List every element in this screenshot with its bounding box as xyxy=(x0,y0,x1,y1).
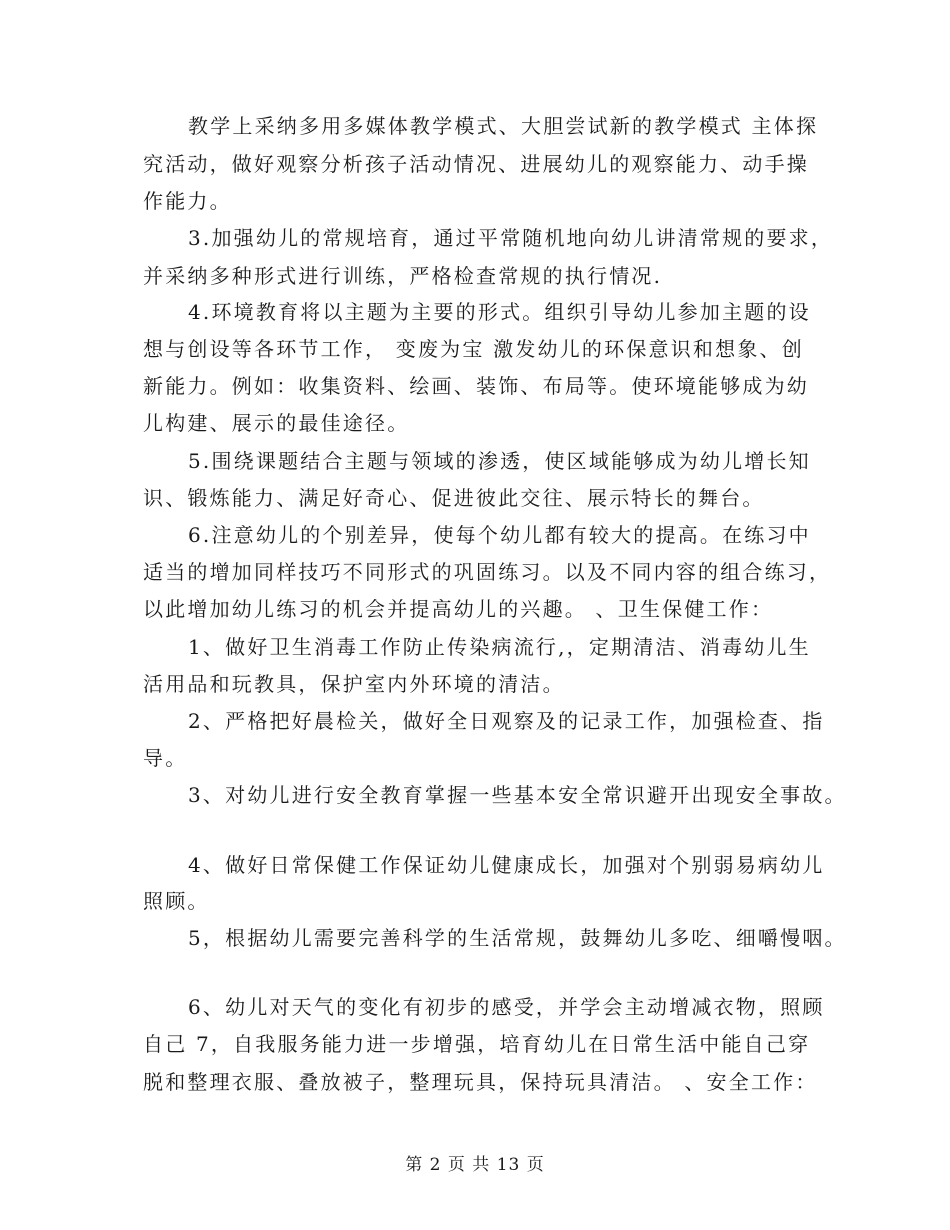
text-line: 识、锻炼能力、满足好奇心、促进彼此交往、展示特长的舞台。 xyxy=(143,486,765,510)
text-line: 活用品和玩教具，保护室内外环境的清洁。 xyxy=(143,672,565,696)
text-line: 4、做好日常保健工作保证幼儿健康成长，加强对个别弱易病幼儿 xyxy=(188,853,825,877)
text-line: 新能力。例如：收集资料、绘画、装饰、布局等。使环境能够成为幼 xyxy=(143,374,809,398)
text-line: 1、做好卫生消毒工作防止传染病流行,，定期清洁、消毒幼儿生 xyxy=(188,635,811,659)
text-line: 2、严格把好晨检关，做好全日观察及的记录工作，加强检查、指 xyxy=(188,709,825,733)
text-line: 3.加强幼儿的常规培育，通过平常随机地向幼儿讲清常规的要求， xyxy=(188,226,834,250)
text-line: 6.注意幼儿的个别差异，使每个幼儿都有较大的提高。在练习中 xyxy=(188,523,811,547)
text-line: 3、对幼儿进行安全教育掌握一些基本安全常识避开出现安全事故。 xyxy=(188,783,847,807)
text-line: 儿构建、展示的最佳途径。 xyxy=(143,411,410,435)
text-line: 并采纳多种形式进行训练，严格检查常规的执行情况. xyxy=(143,264,663,288)
text-line: 6、幼儿对天气的变化有初步的感受，并学会主动增减衣物，照顾 xyxy=(188,995,825,1019)
text-line: 脱和整理衣服、叠放被子，整理玩具，保持玩具清洁。 、安全工作： xyxy=(143,1070,818,1094)
text-line: 想与创设等各环节工作， 变废为宝 激发幼儿的环保意识和想象、创 xyxy=(143,337,804,361)
text-line: 究活动，做好观察分析孩子活动情况、进展幼儿的观察能力、动手操 xyxy=(143,152,809,176)
text-line: 自己 7，自我服务能力进一步增强，培育幼儿在日常生活中能自己穿 xyxy=(143,1032,811,1056)
text-line: 5，根据幼儿需要完善科学的生活常规，鼓舞幼儿多吃、细嚼慢咽。 xyxy=(188,926,847,950)
text-line: 照顾。 xyxy=(143,889,210,913)
page-footer: 第 2 页 共 13 页 xyxy=(405,1155,545,1175)
text-line: 以此增加幼儿练习的机会并提高幼儿的兴趣。 、卫生保健工作： xyxy=(143,597,774,621)
text-line: 导。 xyxy=(143,746,188,770)
text-line: 4.环境教育将以主题为主要的形式。组织引导幼儿参加主题的设 xyxy=(188,300,811,324)
text-line: 教学上采纳多用多媒体教学模式、大胆尝试新的教学模式 主体探 xyxy=(188,114,819,138)
text-line: 作能力。 xyxy=(143,189,232,213)
text-line: 适当的增加同样技巧不同形式的巩固练习。以及不同内容的组合练习， xyxy=(143,560,832,584)
text-line: 5.围绕课题结合主题与领域的渗透，使区域能够成为幼儿增长知 xyxy=(188,449,811,473)
